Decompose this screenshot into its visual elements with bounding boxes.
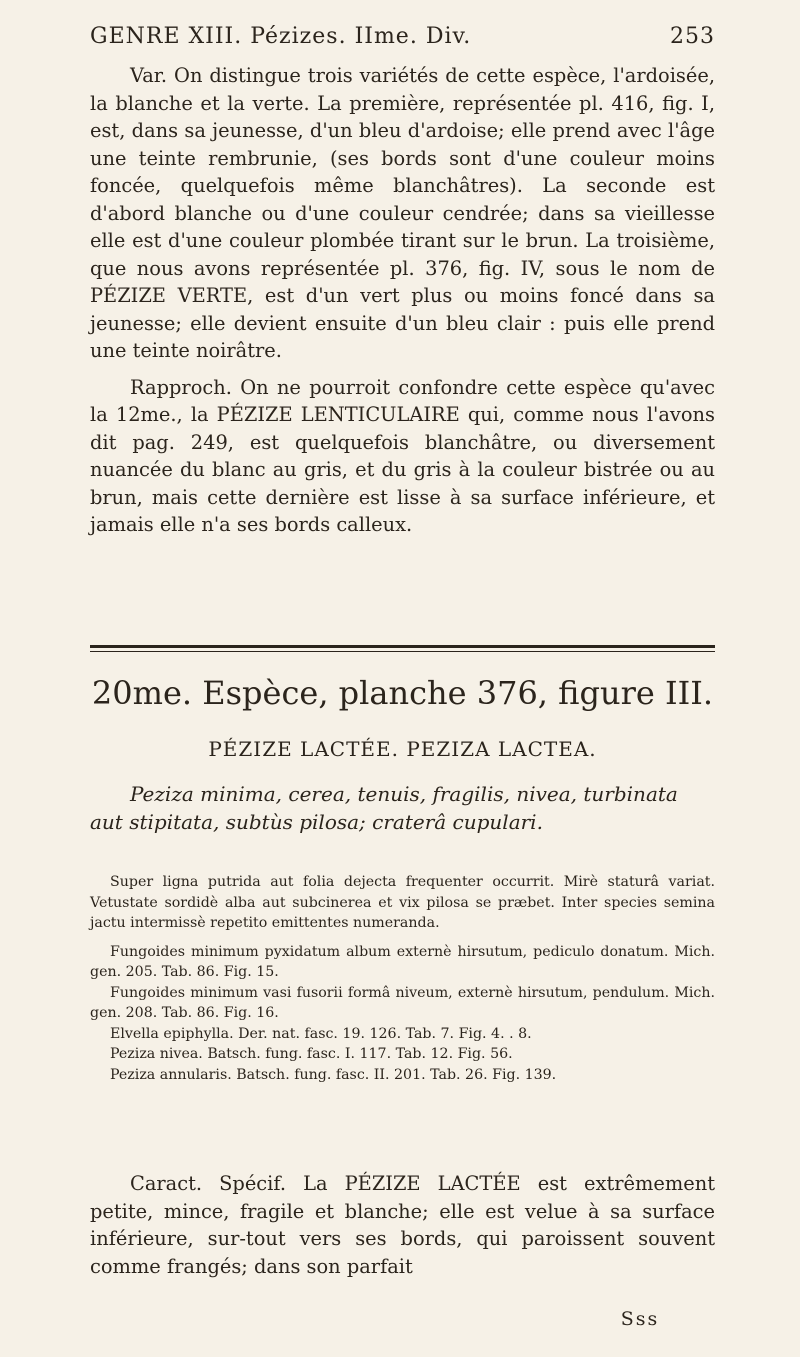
page-number: 253 — [670, 24, 715, 49]
running-head — [90, 24, 715, 49]
synonym-item: Peziza annularis. Batsch. fung. fasc. II. 201. Tab. 26. Fig. 139. — [110, 1066, 557, 1083]
latin-description: Peziza minima, cerea, tenuis, fragilis, nivea, turbinata aut stipitata, subtùs pilosa; craterâ cupulari. — [90, 782, 678, 834]
synonym-item: Fungoides minimum vasi fusorii formâ niveum, externè hirsutum, pendulum. Mich. gen. 208. Tab. 86. Fig. 16. — [90, 984, 715, 1021]
synonym-item: Peziza nivea. Batsch. fung. fasc. I. 117. Tab. 12. Fig. 56. — [110, 1046, 513, 1062]
body-text — [90, 62, 715, 539]
species-heading: 20me. Espèce, planche 376, figure III. — [91, 674, 714, 712]
habitat-notes — [90, 872, 715, 1085]
specific-characteristics: Caract. Spécif. La PÉZIZE LACTÉE est extrêmement petite, mince, fragile et blanche; elle est velue à sa surface inférieure, sur-tout vers ses bords, qui paroissent souvent comme frangés; dans son parfait — [90, 1172, 715, 1278]
section-rule — [90, 645, 715, 648]
paragraph-varieties: Var. On distingue trois variétés de cette espèce, l'ardoisée, la blanche et la verte. La première, représentée pl. 416, fig. I, est, dans sa jeunesse, d'un bleu d'ardoise; elle prend avec l'âge une teinte rembrunie, (ses bords sont d'une couleur moins foncée, quelquefois même blanchâtres). La seconde est d'abord blanche ou d'une couleur cendrée; dans sa vieillesse elle est d'une couleur plombée tirant sur le brun. La troisième, que nous avons représentée pl. 376, fig. IV, sous le nom de PÉZIZE VERTE, est d'un vert plus ou moins foncé dans sa jeunesse; elle devient ensuite d'un bleu clair : puis elle prend une teinte noirâtre. — [90, 64, 715, 362]
habitat-note: Super ligna putrida aut folia dejecta frequenter occurrit. Mirè staturâ variat. Vetustate sordidè alba aut subcinerea et vix pilosa se præbet. Inter species semina jactu intermissè repetito emittentes numeranda. — [90, 874, 715, 931]
running-head-title: GENRE XIII. Pézizes. IIme. Div. — [90, 24, 472, 49]
species-name: PÉZIZE LACTÉE. PEZIZA LACTEA. — [208, 737, 597, 761]
section-rule-thin — [90, 651, 715, 652]
synonym-item: Fungoides minimum pyxidatum album externè hirsutum, pediculo donatum. Mich. gen. 205. Tab. 86. Fig. 15. — [90, 943, 715, 980]
synonym-item: Elvella epiphylla. Der. nat. fasc. 19. 126. Tab. 7. Fig. 4. . 8. — [110, 1025, 532, 1042]
paragraph-rapprochement: Rapproch. On ne pourroit confondre cette espèce qu'avec la 12me., la PÉZIZE LENTICULAIRE qui, comme nous l'avons dit pag. 249, est quelquefois blanchâtre, ou diversement nuancée du blanc au gris, et du gris à la couleur bistrée ou au brun, mais cette dernière est lisse à sa surface inférieure, et jamais elle n'a ses bords calleux. — [90, 375, 715, 536]
signature-mark: Sss — [620, 1308, 660, 1330]
synonym-list — [90, 942, 715, 1086]
